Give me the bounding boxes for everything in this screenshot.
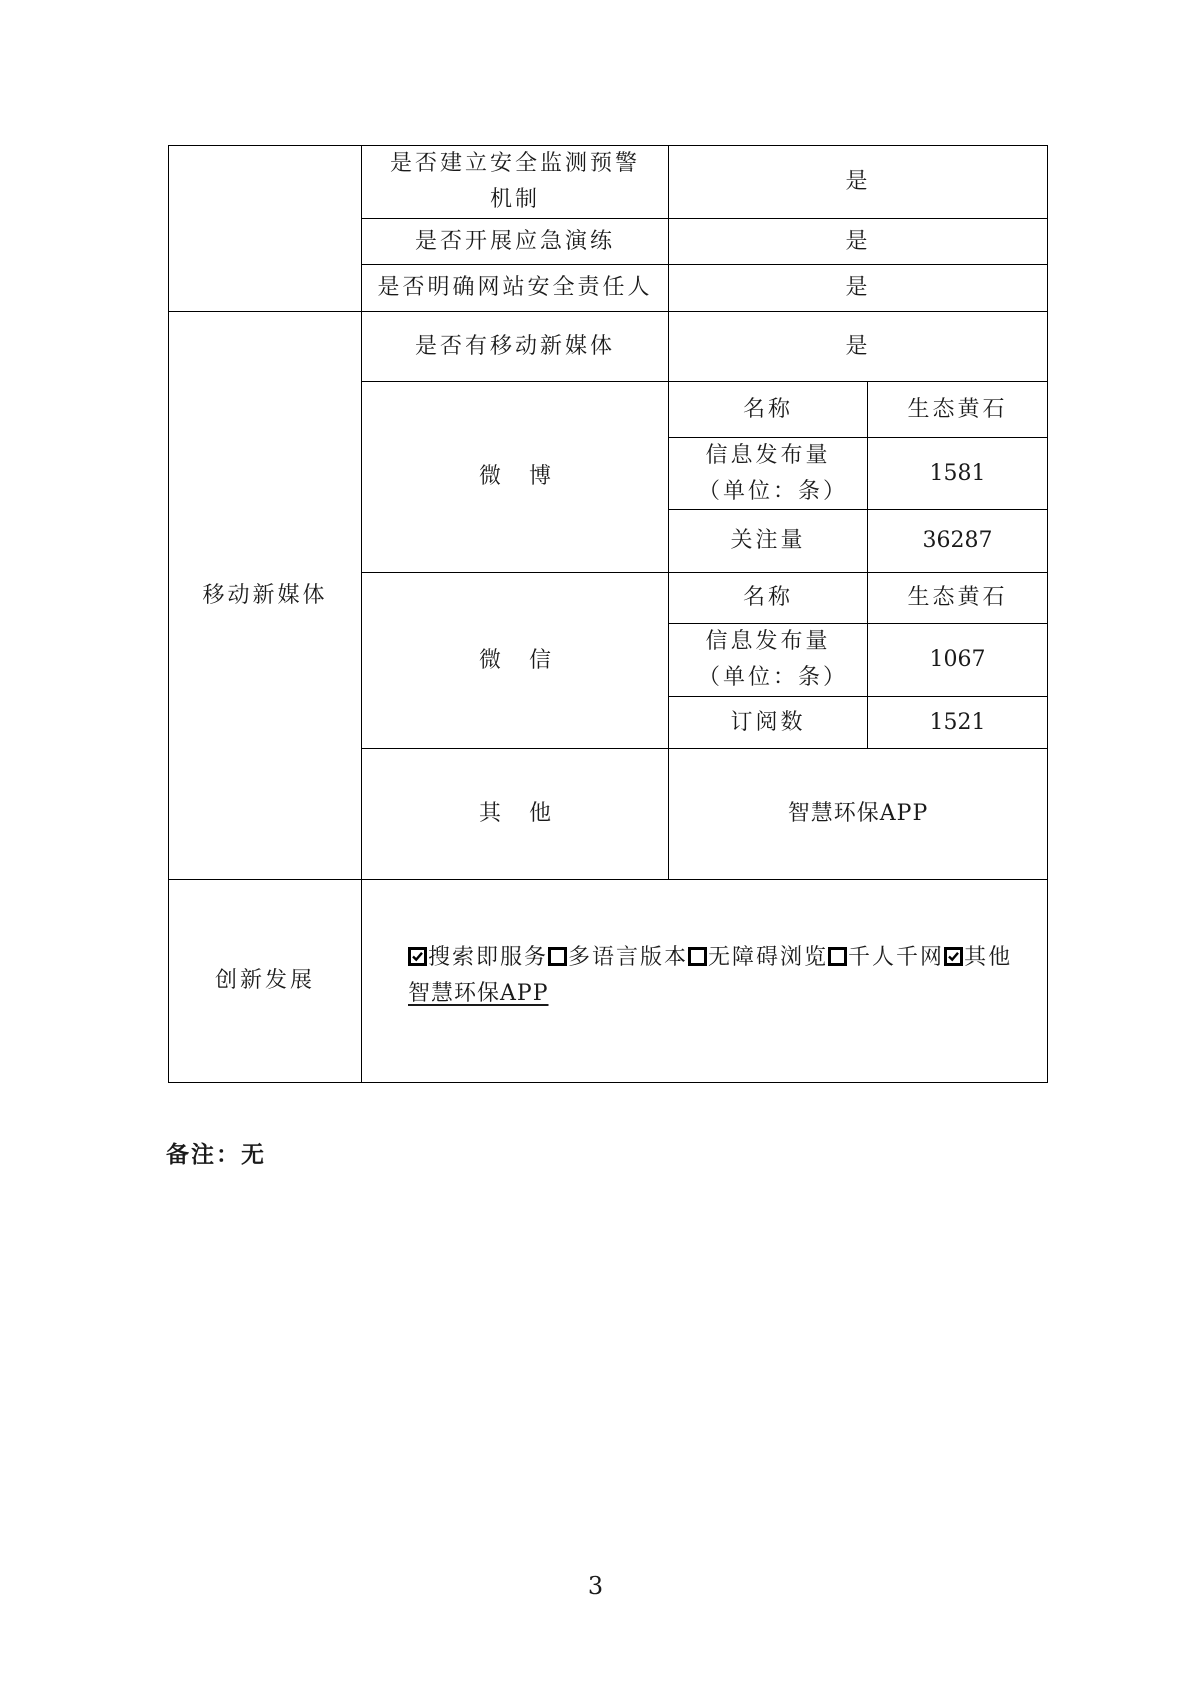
weibo-followers-value: 36287 — [922, 528, 993, 553]
media-section-label: 移动新媒体 — [202, 582, 328, 608]
security-responsible-label: 是否明确网站安全责任人 — [377, 275, 653, 300]
option-personalized[interactable]: 千人千网 — [828, 945, 944, 970]
innovation-section-label: 创新发展 — [214, 968, 315, 993]
checkbox-checked-icon — [944, 947, 963, 966]
page-number: 3 — [587, 1572, 604, 1600]
innovation-options — [408, 940, 1048, 1012]
wechat-subs-label: 订阅数 — [730, 709, 806, 735]
security-warning-label: 是否建立安全监测预警机制 — [389, 151, 640, 212]
security-warning-value: 是 — [845, 169, 871, 194]
wechat-name-value: 生态黄石 — [907, 585, 1008, 610]
option-search-service[interactable]: 搜索即服务 — [408, 945, 548, 970]
checkbox-unchecked-icon — [548, 947, 567, 966]
option-accessibility[interactable]: 无障碍浏览 — [688, 945, 828, 970]
weibo-posts-label: 信息发布量（单位：条） — [698, 442, 849, 504]
security-responsible-value: 是 — [845, 275, 871, 300]
weibo-followers-label: 关注量 — [730, 528, 806, 553]
weibo-posts-value: 1581 — [929, 460, 986, 486]
checkbox-checked-icon — [408, 947, 427, 966]
wechat-posts-label: 信息发布量（单位：条） — [698, 629, 849, 690]
media-has-label: 是否有移动新媒体 — [414, 333, 615, 359]
security-drill-label: 是否开展应急演练 — [414, 228, 615, 254]
weibo-label: 微博 — [478, 464, 579, 489]
option-multilingual[interactable]: 多语言版本 — [548, 945, 688, 970]
checkbox-unchecked-icon — [828, 947, 847, 966]
weibo-name-label: 名称 — [742, 396, 793, 422]
checkbox-unchecked-icon — [688, 947, 707, 966]
note: 备注：无 — [166, 1142, 266, 1168]
option-other[interactable]: 其他 — [944, 945, 1012, 970]
wechat-name-label: 名称 — [742, 585, 793, 610]
innovation-other-text: 智慧环保APP — [408, 981, 549, 1006]
security-drill-value: 是 — [845, 228, 871, 254]
weibo-name-value: 生态黄石 — [907, 396, 1008, 422]
media-other-label: 其他 — [478, 801, 579, 826]
wechat-label: 微信 — [478, 647, 579, 673]
media-has-value: 是 — [845, 333, 871, 359]
wechat-subs-value: 1521 — [929, 709, 986, 735]
media-other-value: 智慧环保APP — [787, 801, 929, 826]
wechat-posts-value: 1067 — [929, 647, 986, 672]
